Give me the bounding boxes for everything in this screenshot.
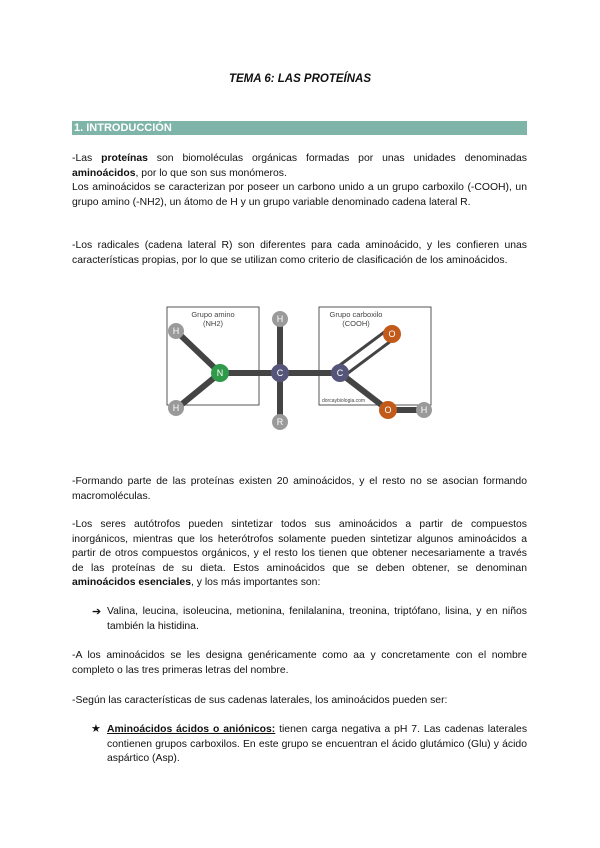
svg-text:R: R: [276, 417, 284, 427]
paragraph-twenty-amino-acids: -Formando parte de las proteínas existen 20 aminoácidos, y el resto no se asocian formando macromoléculas.: [72, 476, 527, 502]
paragraph-radicals: -Los radicales (cadena lateral R) son diferentes para cada aminoácido, y les confieren unas características propias, por lo que se utilizan como criterio de clasificación de los aminoácidos.: [72, 240, 527, 266]
svg-text:H: H: [420, 405, 428, 415]
svg-text:C: C: [276, 368, 284, 378]
svg-text:O: O: [384, 405, 392, 415]
svg-text:H: H: [276, 314, 284, 324]
svg-text:N: N: [216, 368, 224, 378]
section-heading: 1. INTRODUCCIÓN: [72, 121, 527, 135]
amino-acid-structure-figure: [164, 304, 434, 427]
carboxyl-group-formula: (COOH): [342, 319, 370, 328]
amino-group-label: Grupo amino: [191, 310, 235, 319]
paragraph-proteins: -Las proteínas son biomoléculas orgánicas formadas por unas unidades denominadas aminoácidos, por lo que son sus monómeros.: [72, 153, 527, 179]
essential-amino-acids-list: Valina, leucina, isoleucina, metionina, fenilalanina, treonina, triptófano, lisina, y en niños también la histidina.: [107, 606, 527, 632]
amino-group-formula: (NH2): [203, 319, 223, 328]
svg-text:O: O: [388, 329, 396, 339]
paragraph-nomenclature: -A los aminoácidos se les designa genéricamente como aa y concretamente con el nombre completo o las tres primeras letras del nombre.: [72, 650, 527, 676]
paragraph-classification: -Según las características de sus cadenas laterales, los aminoácidos pueden ser:: [72, 695, 448, 706]
figure-credit: dorcaybiologia.com: [322, 398, 366, 404]
paragraph-amino-acid-structure: Los aminoácidos se caracterizan por poseer un carbono unido a un grupo carboxilo (-COOH), un grupo amino (-NH2), un átomo de H y un grupo variable denominado cadena lateral R.: [72, 182, 527, 208]
acidic-amino-acids-item: Aminoácidos ácidos o aniónicos: tienen carga negativa a pH 7. Las cadenas laterales contienen grupos carboxilos. En este grupo se encuentran el ácido glutámico (Glu) y ácido aspártico (Asp).: [107, 724, 528, 765]
document-title: TEMA 6: LAS PROTEÍNAS: [228, 73, 372, 85]
svg-text:H: H: [172, 326, 180, 336]
carboxyl-group-label: Grupo carboxilo: [329, 310, 383, 319]
svg-text:C: C: [336, 368, 344, 378]
paragraph-essential-amino-acids: -Los seres autótrofos pueden sintetizar todos sus aminoácidos a partir de compuestos inorgánicos, mientras que los heterótrofos solamente pueden sintetizar algunos aminoácidos a partir de otros compuestos orgánicos, y el resto los tienen que obtener necesariamente a través de las proteínas de su dieta. Estos aminoácidos que se deben obtener, se denominan aminoácidos esenciales, y los más importantes son:: [72, 519, 527, 589]
arrow-bullet-icon: ➔: [92, 606, 102, 618]
star-bullet-icon: ★: [91, 723, 101, 735]
svg-text:H: H: [172, 403, 180, 413]
